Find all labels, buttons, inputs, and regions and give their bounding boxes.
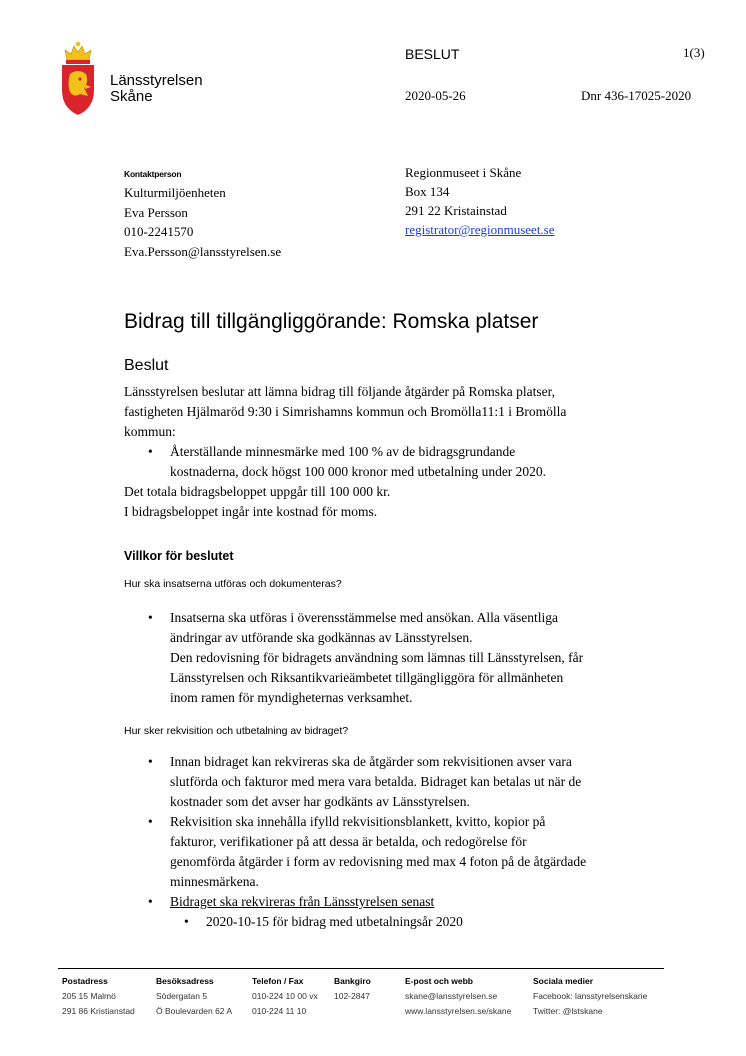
contact-phone: 010-2241570: [124, 224, 194, 239]
list-item: • Insatserna ska utföras i överensstämmelse med ansökan. Alla väsentliga ändringar av utförande ska godkännas av Länsstyrelsen. Den redovisning för bidragets användning som lämnas till Länsstyrelsen, får Länsstyrelsen och Riksantikvarieämbetet tillgängliggöra för allmänheten inom ramen för myndigheternas verksamhet.: [144, 608, 664, 708]
contact-email: Eva.Persson@lansstyrelsen.se: [124, 243, 282, 259]
decision-vat: I bidragsbeloppet ingår inte kostnad för moms.: [124, 504, 378, 519]
footer-postadress: Postadress 205 15 Malmö 291 86 Kristianstad: [62, 976, 135, 1016]
contact-label: Kontaktperson: [124, 169, 182, 179]
deadline-note: • Bidraget ska rekvireras från Länsstyrelsen senast: [170, 894, 435, 909]
page-number: 1(3): [683, 45, 705, 60]
q1-list: [144, 608, 664, 708]
conditions-heading: Villkor för beslutet: [124, 549, 234, 563]
list-item: • Innan bidraget kan rekvireras ska de åtgärder som rekvisitionen avser vara slutförda och fakturor med mera vara betalda. Bidraget kan betalas ut när de kostnader som det avser har godkänts av Länsstyrelsen.: [144, 752, 664, 812]
crest-icon: [58, 38, 98, 118]
doc-type: BESLUT: [405, 46, 460, 62]
footer-divider: [58, 968, 664, 969]
conditions-q2: Hur sker rekvisition och utbetalning av bidraget?: [124, 725, 349, 737]
decision-intro-2: fastigheten Hjälmaröd 9:30 i Simrishamns kommun och Bromölla11:1 i Bromölla: [124, 404, 567, 419]
contact-block: [124, 183, 281, 261]
org-name-line1: Länsstyrelsen: [110, 72, 203, 89]
decision-list: [144, 442, 624, 482]
q2-list-container: [144, 752, 664, 932]
decision-intro-3: kommun:: [124, 424, 176, 439]
list-item: • Rekvisition ska innehålla ifylld rekvisitionsblankett, kvitto, kopior på fakturor, verifikationer på att dessa är betalda, och redogörelse för genomförda åtgärder i form av redovisning med max 4 foton på de åtgärdade minnesmärkena.: [144, 812, 664, 892]
conditions-q1: Hur ska insatserna utföras och dokumenteras?: [124, 578, 342, 590]
footer-sociala: Sociala medier Facebook: lansstyrelsenskane Twitter: @lstskane: [533, 976, 648, 1016]
q2-list: [144, 752, 664, 932]
recipient-box: Box 134: [405, 184, 450, 199]
org-name-line2: Skåne: [110, 88, 153, 105]
contact-name: Eva Persson: [124, 204, 188, 220]
lansstyrelsen-logo: [58, 38, 98, 118]
recipient-block: [405, 163, 555, 239]
footer-epost: E-post och webb skane@lansstyrelsen.se www.lansstyrelsen.se/skane: [405, 976, 512, 1016]
list-item: [144, 892, 664, 932]
decision-section: [124, 382, 624, 522]
recipient-city: 291 22 Kristainstad: [405, 203, 507, 218]
q2-sublist: [180, 912, 664, 932]
contact-unit: Kulturmiljöenheten: [124, 185, 226, 200]
footer-telefon: Telefon / Fax 010-224 10 00 vx 010-224 11 10: [252, 976, 318, 1016]
recipient-email-link[interactable]: registrator@regionmuseet.se: [405, 222, 555, 237]
decision-intro-1: Länsstyrelsen beslutar att lämna bidrag till följande åtgärder på Romska platser,: [124, 384, 555, 399]
page-title: Bidrag till tillgängliggörande: Romska platser: [124, 310, 539, 333]
list-item: • Återställande minnesmärke med 100 % av de bidragsgrundande kostnaderna, dock högst 100 000 kronor med utbetalning under 2020.: [144, 442, 624, 482]
list-item: • 2020-10-15 för bidrag med utbetalningsår 2020: [180, 912, 664, 932]
q1-list-container: [144, 608, 664, 708]
dnr: Dnr 436-17025-2020: [581, 88, 692, 103]
footer-besoksadress: Besöksadress Södergatan 5 Ö Boulevarden 62 A: [156, 976, 233, 1016]
decision-date: 2020-05-26: [405, 88, 466, 103]
recipient-name: Regionmuseet i Skåne: [405, 165, 522, 180]
decision-total: Det totala bidragsbeloppet uppgår till 100 000 kr.: [124, 484, 391, 499]
footer-bankgiro: Bankgiro 102-2847: [334, 976, 371, 1001]
decision-heading: Beslut: [124, 357, 169, 374]
